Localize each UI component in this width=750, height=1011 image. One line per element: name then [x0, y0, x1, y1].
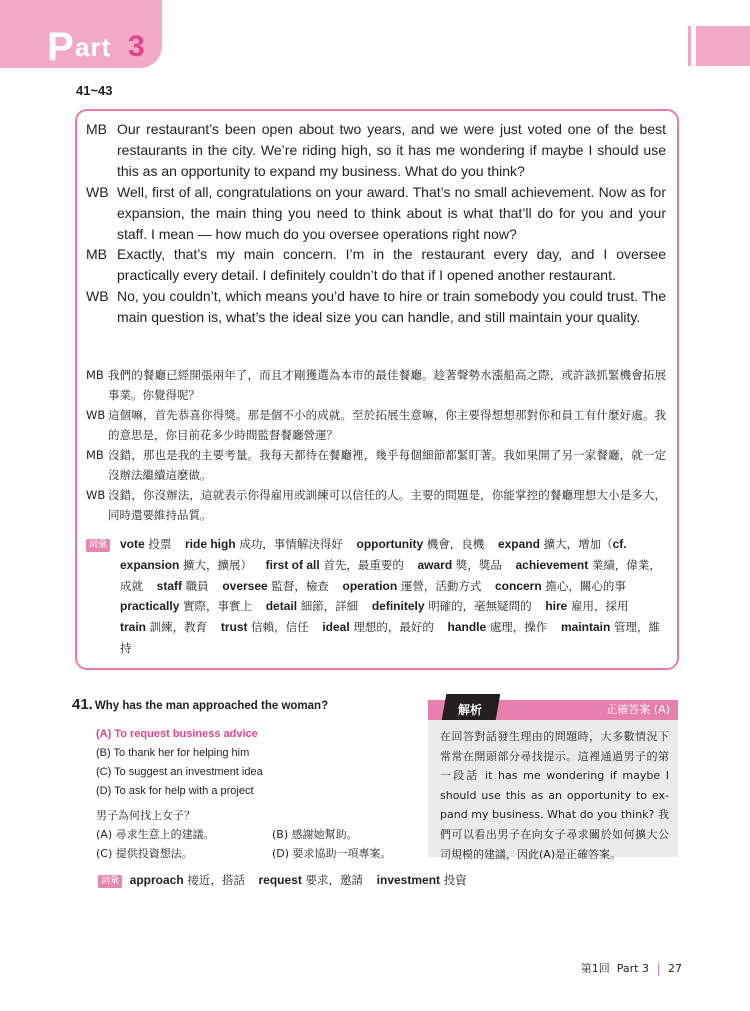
- choice-c[interactable]: (C) To suggest an investment idea: [96, 766, 263, 778]
- vocab-meaning: 信賴，信任: [251, 620, 309, 635]
- vocab-word: handle: [447, 620, 487, 635]
- vocab-tag: 詞彙: [98, 875, 122, 888]
- vocab-word: award: [417, 557, 453, 572]
- footer-separator: [658, 963, 659, 976]
- vocab-word: opportunity: [356, 537, 424, 551]
- translation-line: [86, 405, 666, 445]
- dialogue-line: [86, 119, 666, 182]
- vocab-meaning: 獎，獎品: [455, 557, 502, 572]
- dialogue-text: Our restaurant’s been open about two years, and we were just voted one of the best restaurants in the city. We’re riding high, so it has me wondering if maybe I should use this as an opportunity to expand my business. What do you think?: [117, 121, 666, 179]
- question-text: Why has the man approached the woman?: [94, 700, 329, 712]
- vocab-word: ideal: [322, 620, 350, 635]
- zh-question-text: 男子為何找上女子？: [96, 809, 195, 822]
- vocab-tag: 詞彙: [86, 539, 110, 552]
- vocab-word: definitely: [371, 599, 425, 614]
- vocab-word: investment: [376, 873, 441, 887]
- explanation-text: 在回答對話發生理由的問題時，大多數情況下常常在開頭部分尋找提示。這裡通過男子的第一段話 it has me wondering if maybe I should use this as an opportunity to ex-pand my business. What do you think? 我們可以看出男子在向女子尋求關於如何擴大公司規模的建議，因此(A)是正確答案。: [440, 730, 669, 861]
- dialogue-text: No, you couldn’t, which means you’d have to hire or train somebody you could trust. The main question is, what’s the ideal size you can handle, and still maintain your quality.: [117, 288, 666, 326]
- vocab-meaning: 成功，事情解決得好: [239, 537, 343, 551]
- question-vocabulary: [98, 871, 598, 889]
- vocab-word: approach: [129, 873, 184, 887]
- vocab-meaning: 處理，操作: [489, 620, 548, 635]
- chinese-translation: [86, 365, 666, 525]
- vocab-meaning: 職員: [185, 578, 209, 593]
- dialogue-line: [86, 182, 666, 245]
- choice-d[interactable]: (D) To ask for help with a project: [96, 785, 254, 797]
- vocab-meaning: 細節，詳細: [300, 599, 359, 614]
- vocab-meaning: 監督，檢查: [271, 578, 329, 593]
- vocab-meaning: 運營，活動方式: [400, 578, 482, 593]
- zh-choice-d: (D) 要求協助一項專案。: [272, 847, 392, 860]
- vocab-meaning: 要求，邀請: [305, 873, 364, 887]
- vocab-word: practically: [120, 599, 180, 614]
- zh-choice-b: (B) 感謝她幫助。: [272, 828, 358, 841]
- zh-choice-c: (C) 提供投資想法。: [96, 847, 193, 860]
- translation-text: 我們的餐廳已經開張兩年了，而且才剛獲選為本市的最佳餐廳。趁著聲勢水漲船高之際，或許該抓緊機會拓展事業。你覺得呢？: [108, 368, 666, 402]
- page-footer: [560, 962, 682, 976]
- speaker-label: WB: [86, 408, 106, 422]
- vocab-word: achievement: [515, 557, 589, 572]
- vocab-word: ride high: [185, 537, 236, 551]
- vocab-meaning: 投資: [443, 873, 467, 887]
- header-accent-line: [688, 26, 691, 66]
- chinese-question: [96, 806, 416, 863]
- vocab-meaning: 業績，偉業，成就: [120, 557, 661, 593]
- vocab-word: oversee: [222, 578, 268, 593]
- speaker-label: WB: [86, 488, 106, 502]
- speaker-label: MB: [86, 448, 104, 462]
- script-vocabulary: [86, 534, 668, 659]
- vocab-word: expand: [497, 537, 540, 551]
- vocab-word: operation: [342, 578, 398, 593]
- correct-answer-label: 正確答案 (A): [606, 703, 670, 716]
- vocab-word: staff: [156, 578, 182, 593]
- vocab-meaning: 機會，良機: [426, 537, 485, 551]
- vocab-meaning: 接近，搭話: [187, 873, 245, 887]
- question-title: [72, 696, 412, 713]
- vocab-meaning: 實際，事實上: [183, 599, 253, 614]
- part-word: art: [75, 32, 112, 62]
- choice-b[interactable]: (B) To thank her for helping him: [96, 747, 250, 759]
- vocab-list: [120, 534, 668, 659]
- vocab-meaning: 明確的，毫無疑問的: [428, 599, 532, 614]
- vocab-meaning: 訓練，教育: [149, 620, 208, 635]
- translation-line: [86, 365, 666, 405]
- speaker-label: WB: [86, 183, 109, 200]
- translation-line: [86, 485, 666, 525]
- footer-part: Part 3: [616, 962, 649, 975]
- vocab-word: concern: [494, 578, 542, 593]
- vocab-word: maintain: [560, 620, 611, 635]
- speaker-label: MB: [86, 368, 104, 382]
- vocab-word: hire: [545, 599, 568, 614]
- answer-choices: [96, 725, 416, 801]
- vocab-word: train: [120, 620, 147, 635]
- translation-line: [86, 445, 666, 485]
- vocab-meaning: 擔心，關心的事: [545, 578, 626, 593]
- speaker-label: WB: [86, 288, 109, 305]
- question-range: 41~43: [76, 83, 113, 98]
- dialogue-text: Exactly, that’s my main concern. I’m in the restaurant every day, and I oversee practically every detail. I definitely couldn’t do that if I opened another restaurant.: [117, 246, 666, 284]
- speaker-label: MB: [86, 246, 107, 263]
- english-script: [86, 119, 666, 328]
- vocab-word: detail: [265, 599, 298, 614]
- part-letter: P: [47, 25, 74, 69]
- vocab-word: cf. expansion: [120, 537, 627, 572]
- choice-a[interactable]: (A) To request business advice: [96, 728, 258, 740]
- vocab-word: first of all: [265, 557, 320, 572]
- vocab-meaning: 理想的，最好的: [353, 620, 434, 635]
- explanation-label: 解析: [458, 703, 483, 717]
- footer-round: 第1回: [580, 962, 610, 975]
- translation-text: 沒錯，那也是我的主要考量。我每天都待在餐廳裡，幾乎每個細節都緊盯著。我如果開了另一家餐廳，就一定沒辦法繼續這麼做。: [108, 448, 666, 482]
- dialogue-text: Well, first of all, congratulations on your award. That’s no small achievement. Now as for expansion, the main thing you need to think about is what that’ll do for you and your staff. I mean — how much do you oversee operations right now?: [117, 183, 666, 242]
- vocab-meaning: 首先，最重要的: [323, 557, 404, 572]
- dialogue-line: [86, 286, 666, 328]
- vocab-word: trust: [220, 620, 248, 635]
- vocab-meaning: 雇用，採用: [571, 599, 629, 614]
- vocab-word: request: [258, 873, 302, 887]
- vocab-meaning: 擴大，擴展）: [183, 557, 253, 572]
- vocab-meaning: 擴大，增加（: [543, 537, 613, 551]
- page-number: 27: [668, 962, 682, 975]
- vocab-meaning: 管理，維持: [120, 620, 660, 655]
- speaker-label: MB: [86, 121, 107, 137]
- translation-text: 沒錯，你沒辦法，這就表示你得雇用或訓練可以信任的人。主要的問題是，你能掌控的餐廳理想大小是多大，同時還要維持品質。: [108, 488, 666, 522]
- question-number: 41.: [72, 696, 93, 713]
- translation-text: 這個嘛，首先恭喜你得獎。那是個不小的成就。至於拓展生意嘛，你主要得想想那對你和員工有什麼好處。我的意思是，你目前花多少時間監督餐廳營運？: [108, 408, 666, 442]
- header-accent-block: [696, 26, 750, 66]
- zh-choice-a: (A) 尋求生意上的建議。: [96, 828, 215, 841]
- vocab-word: vote: [120, 537, 145, 551]
- vocab-meaning: 投票: [148, 537, 172, 551]
- dialogue-line: [86, 244, 666, 286]
- part-number: 3: [128, 30, 145, 63]
